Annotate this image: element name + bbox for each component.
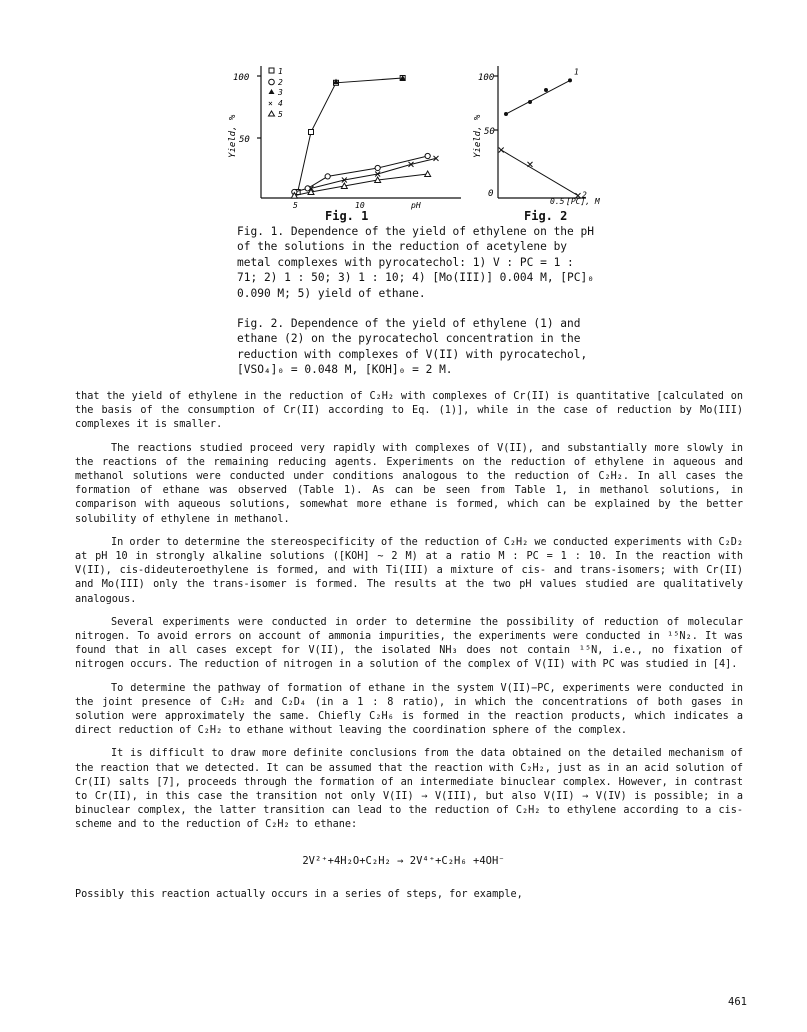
fig2-series-2-point [499,148,504,153]
fig1-ytick-50: 50 [239,135,250,145]
fig2-xlabel: [PC], M [566,197,600,206]
body-text [75,390,743,842]
fig2-series-1-point [528,100,532,104]
fig2-caption: Fig. 2. Dependence of the yield of ethylene (1) and ethane (2) on the pyrocatechol concentration in the reduction with complexes of V(II) with pyrocatechol, [VSO₄]₀ = 0.048 M, [KOH]₀ = 2 M. [237,317,588,377]
fig1-ytick-100: 100 [233,73,250,83]
fig1-legend-3: 3 [278,88,283,97]
fig2-xtick-05: 0.5 [550,197,565,206]
fig1-xtick-5: 5 [293,201,298,210]
fig1-ylabel: Yield, % [228,114,238,158]
fig1-legend-marker-5 [269,111,275,116]
fig2-curve-label-2: 2 [582,190,587,200]
page-number: 461 [728,996,747,1008]
paragraph-1: that the yield of ethylene in the reduction of C₂H₂ with complexes of Cr(II) is quantitative [calculated on the basis of the consumption of Cr(II) according to Eq. (1)], while in the case of reduction by Mo(III) complexes it is smaller. [75,391,743,431]
fig2-ytick-0: 0 [488,189,494,199]
fig1-label: Fig. 1 [325,209,369,223]
fig2-label: Fig. 2 [524,209,568,223]
fig1-legend-marker-1 [269,68,274,73]
fig2-series-2-line [501,150,578,196]
paragraph-6: It is difficult to draw more definite conclusions from the data obtained on the detailed mechanism of the reaction that we detected. It can be assumed that the reaction with C₂H₂, just as in an acid solution of Cr(II) salts [7], proceeds through the formation of an intermediate binuclear complex. However, in contrast to Cr(II), in this case the transition not only V(II) → V(III), but also V(II) → V(IV) is possible; in a binuclear complex, the latter transition can lead to the reduction of C₂H₂ to ethylene according to a cis-scheme and to the reduction of C₂H₂ to ethane: [75,748,743,831]
fig2-ylabel: Yield, % [473,114,483,158]
paragraph-4: Several experiments were conducted in order to determine the possibility of reduction of molecular nitrogen. To avoid errors on account of ammonia impurities, the experiments were conducted in ¹⁵N₂. It was found that in all cases except for V(II), the isolated NH₃ does not contain ¹⁵N, i.e., no fixation of nitrogen occurs. The reduction of nitrogen in a solution of the complex of V(II) with PC was studied in [4]. [75,616,743,671]
fig1-legend-1: 1 [278,67,283,76]
paragraph-2: The reactions studied proceed very rapidly with complexes of V(II), and substantially more slowly in the reactions of the remaining reducing agents. Experiments on the reduction of ethylene in aqueous and methanol solutions were conducted under conditions analogous to the reduction of C₂H₂. In all cases the formation of ethane was observed (Table 1). As can be seen from Table 1, in methanol solutions, in comparison with aqueous solutions, somewhat more ethane is formed, which can be explained by the better solubility of ethylene in methanol. [75,442,743,525]
fig1-legend-5: 5 [278,110,283,119]
fig1-xlabel: pH [411,201,421,210]
fig1-legend-marker-2 [269,79,275,85]
fig2-series-1-point [568,78,572,82]
fig2-curve-label-1: 1 [574,67,579,77]
fig1-series-5-point [425,171,431,177]
fig2-series-1-point [544,88,548,92]
fig1-series-1-point [309,130,314,135]
fig1-legend-marker-4: × [268,99,273,108]
fig1-series-2-point [425,153,430,158]
fig1-series-4-line [311,158,436,188]
fig1-legend-4: 4 [278,99,283,108]
fig2-ytick-50: 50 [484,127,495,137]
paragraph-5: To determine the pathway of formation of ethane in the system V(II)−PC, experiments were conducted in the joint presence of C₂H₂ and C₂D₄ (in a 1 : 8 ratio), in which the concentrations of both gases in solution were approximately the same. Chiefly C₂H₆ is formed in the reaction products, which indicates a direct reduction of C₂H₂ to ethane without leaving the coordination sphere of the complex. [75,682,743,737]
fig2-series-1-point [504,112,508,116]
fig1-xtick-10: 10 [355,201,365,210]
fig1-series-2-line [294,156,427,192]
fig1-series-2-point [375,165,380,170]
fig2-series-1-line [506,80,570,114]
figure-1-chart [225,58,475,218]
fig1-legend-marker-3 [269,89,275,94]
fig2-series-2-point [528,162,533,167]
fig1-series-2-point [325,174,330,179]
paragraph-3: In order to determine the stereospecificity of the reduction of C₂H₂ we conducted experiments with C₂D₂ at pH 10 in strongly alkaline solutions ([KOH] ~ 2 M) at a ratio M : PC = 1 : 10. In the reaction with V(II), cis-dideuteroethylene is formed, and with Ti(III) a mixture of cis- and trans-isomers; with Cr(II) and Mo(III) only the trans-isomer is formed. The results at the two pH values studied are qualitatively analogous. [75,536,743,605]
fig1-caption: Fig. 1. Dependence of the yield of ethylene on the pH of the solutions in the reduction of acetylene by metal complexes with pyrocatechol: 1) V : PC = 1 : 71; 2) 1 : 50; 3) 1 : 10; 4) [Mo(III)] 0.004 M, [PC]₀ 0.090 M; 5) yield of ethane. [237,225,594,300]
closing-text: Possibly this reaction actually occurs in a series of steps, for example, [75,889,523,900]
fig1-legend-2: 2 [278,78,283,87]
figure-2-chart [468,58,608,218]
fig2-ytick-100: 100 [478,73,495,83]
equation: 2V²⁺+4H₂O+C₂H₂ → 2V⁴⁺+C₂H₆ +4OH⁻ [302,855,505,867]
